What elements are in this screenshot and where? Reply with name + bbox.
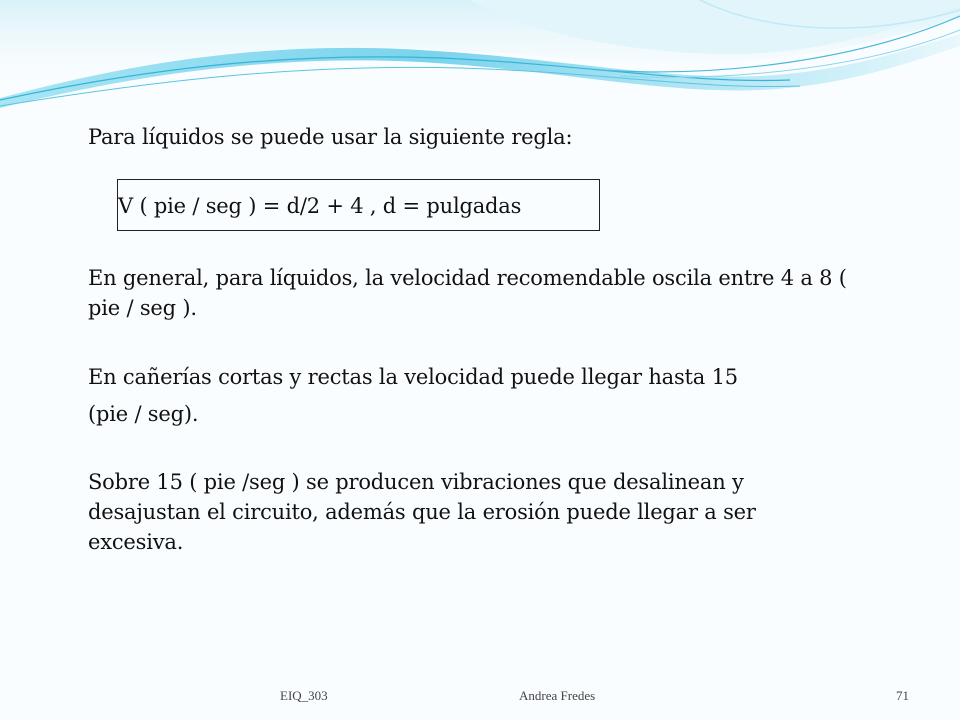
short-pipes-paragraph-line2: (pie / seg).: [88, 402, 199, 426]
formula-box: [117, 179, 600, 231]
formula-text: V ( pie / seg ) = d/2 + 4 , d = pulgadas: [118, 194, 522, 218]
footer-author: Andrea Fredes: [519, 688, 596, 703]
vibration-erosion-paragraph: Sobre 15 ( pie /seg ) se producen vibraciones que desalinean y desajustan el circuito, además que la erosión puede llegar a ser excesiva.: [88, 470, 756, 554]
rule-intro-text: Para líquidos se puede usar la siguiente regla:: [88, 125, 573, 149]
header-wave-decoration: [0, 0, 960, 120]
short-pipes-paragraph-line1: En cañerías cortas y rectas la velocidad puede llegar hasta 15: [88, 365, 738, 389]
footer-course: EIQ_303: [280, 688, 328, 703]
general-velocity-paragraph: En general, para líquidos, la velocidad recomendable oscila entre 4 a 8 ( pie / seg ).: [88, 266, 847, 320]
footer-page-number: 71: [896, 688, 909, 703]
